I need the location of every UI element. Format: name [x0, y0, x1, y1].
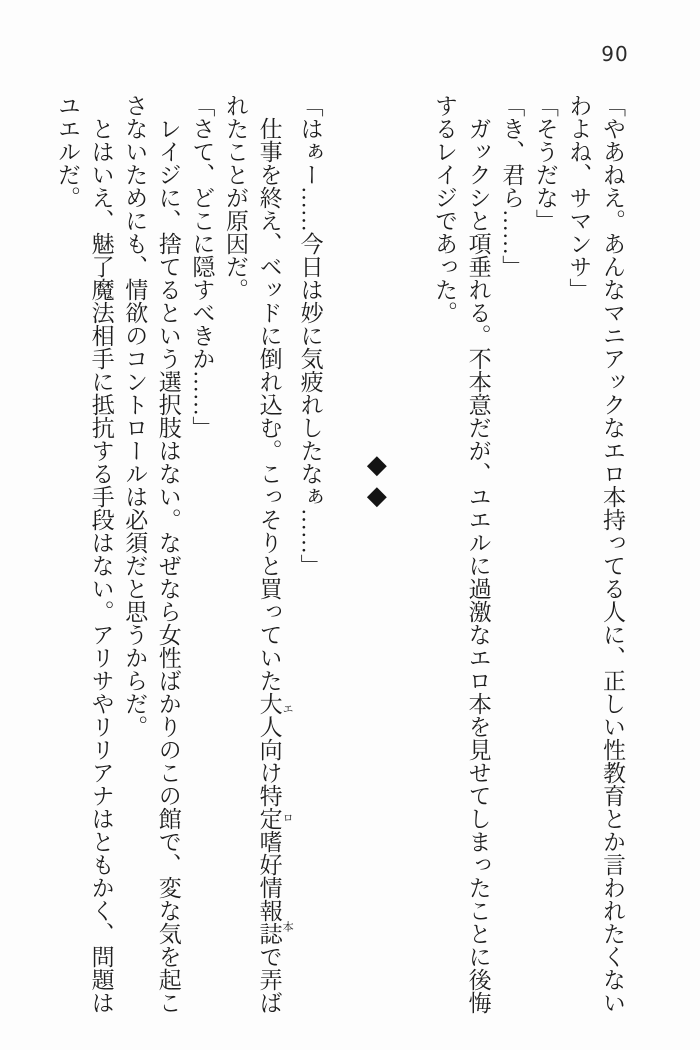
- ruby-base-text: 大人向け特定嗜好情報誌: [256, 692, 282, 945]
- diamond-icon: ◆◆: [362, 450, 392, 512]
- text-column-11: レイジに、捨てるという選択肢はない。なぜなら女性ばかりのこの館で、変な気を起こ: [155, 94, 181, 1014]
- text-column-10: 「さて、どこに隠すべきか……」: [189, 94, 215, 439]
- vertical-text-block: [50, 94, 629, 1018]
- text-column-04: 「き、君ら……」: [499, 94, 525, 278]
- text-segment: で弄ば: [256, 945, 282, 1014]
- text-column-09: れたことが原因だ。: [222, 94, 248, 301]
- text-column-02: わよね、サマンサ」: [566, 94, 592, 301]
- text-column-13: とはいえ、魅了魔法相手に抵抗する手段はない。アリサやリリアナはともかく、問題は: [88, 94, 114, 1014]
- text-column-06: するレイジであった。: [432, 94, 458, 324]
- text-column-07: 「はぁー……今日は妙に気疲れしたなぁ……」: [297, 94, 323, 577]
- text-column-03: 「そうだな」: [532, 94, 558, 232]
- text-column-14: ユエルだ。: [55, 94, 80, 209]
- text-column-01: 「やあねえ。あんなマニアックなエロ本持ってる人に、正しい性教育とか言われたくない: [600, 94, 625, 1014]
- page-number: 90: [601, 42, 629, 66]
- text-column-12: さないためにも、情欲のコントロールは必須だと思うからだ。: [122, 94, 148, 738]
- furigana-text: エロ本: [281, 692, 294, 945]
- text-column-08: [252, 94, 293, 1018]
- text-segment: 仕事を終え、ベッドに倒れ込む。こっそりと買っていた: [256, 94, 282, 692]
- ruby-annotated-phrase: [256, 692, 294, 945]
- text-column-05: ガックシと項垂れる。不本意だが、ユエルに過激なエロ本を見せてしまったことに後悔: [465, 94, 491, 1014]
- section-divider: [360, 94, 394, 1018]
